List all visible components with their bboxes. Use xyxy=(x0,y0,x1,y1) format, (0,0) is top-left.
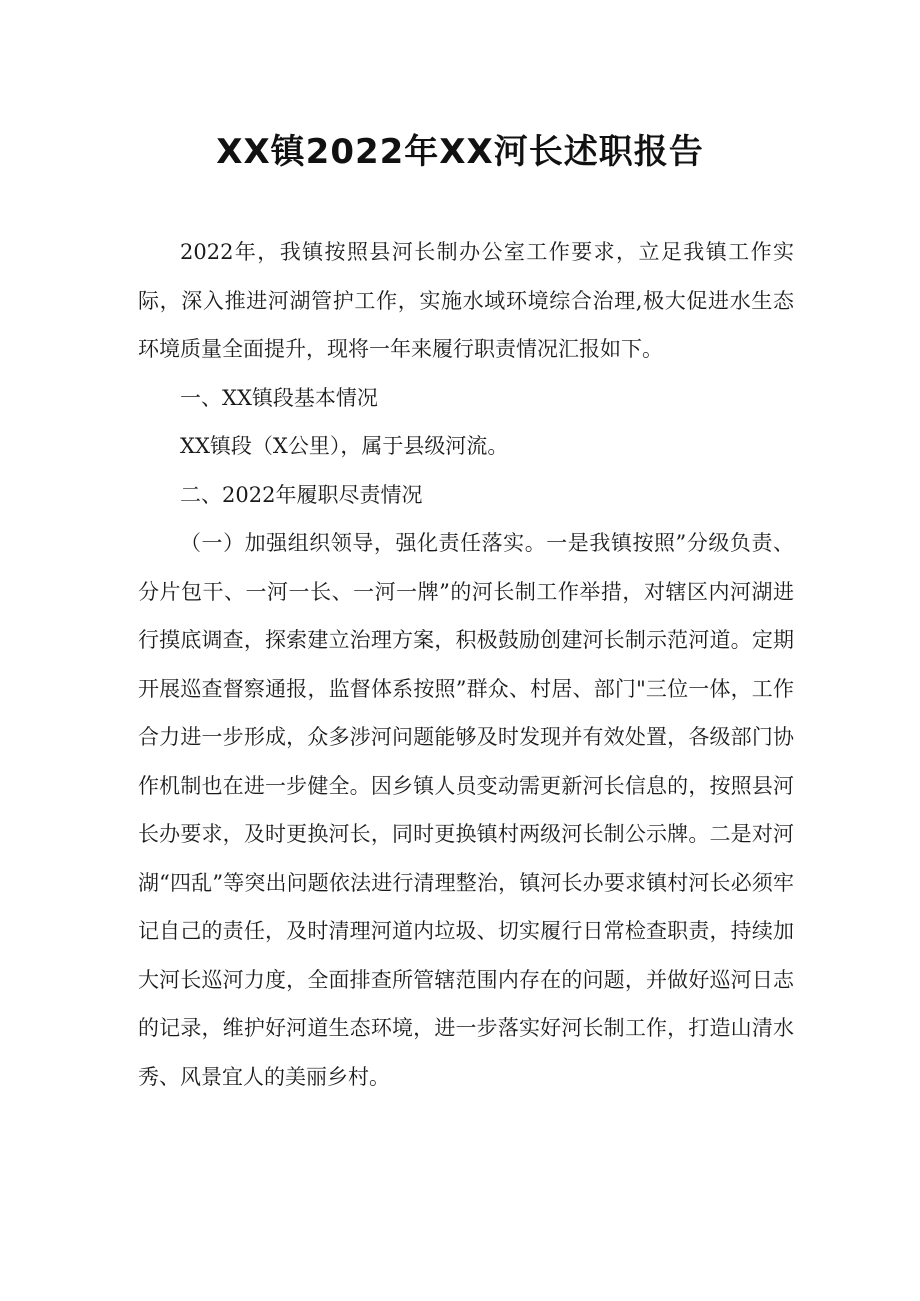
section-heading-2: 二、2022年履职尽责情况 xyxy=(180,482,423,507)
section-1-paragraph: XX镇段（X公里），属于县级河流。 xyxy=(180,434,509,458)
document-title: XX镇2022年XX河长述职报告 xyxy=(216,132,704,172)
intro-paragraph: 2022年，我镇按照县河长制办公室工作要求，立足我镇工作实际，深入推进河湖管护工作，实施水域环境综合治理,极大促进水生态环境质量全面提升，现将一年来履行职责情况汇报如下。 xyxy=(138,240,794,361)
document-body xyxy=(138,228,794,1101)
section-2-paragraph: （一）加强组织领导，强化责任落实。一是我镇按照”分级负责、分片包干、一河一长、一河一牌”的河长制工作举措，对辖区内河湖进行摸底调查，探索建立治理方案，积极鼓励创建河长制示范河道。定期开展巡查督察通报，监督体系按照”群众、村居、部门"三位一体，工作合力进一步形成，众多涉河问题能够及时发现并有效处置，各级部门协作机制也在进一步健全。因乡镇人员变动需更新河长信息的，按照县河长办要求，及时更换河长，同时更换镇村两级河长制公示牌。二是对河湖“四乱”等突出问题依法进行清理整治，镇河长办要求镇村河长必须牢记自己的责任，及时清理河道内垃圾、切实履行日常检查职责，持续加大河长巡河力度，全面排查所管辖范围内存在的问题，并做好巡河日志的记录，维护好河道生态环境，进一步落实好河长制工作，打造山清水秀、风景宜人的美丽乡村。 xyxy=(138,531,794,1089)
section-heading-1: 一、XX镇段基本情况 xyxy=(180,385,378,410)
